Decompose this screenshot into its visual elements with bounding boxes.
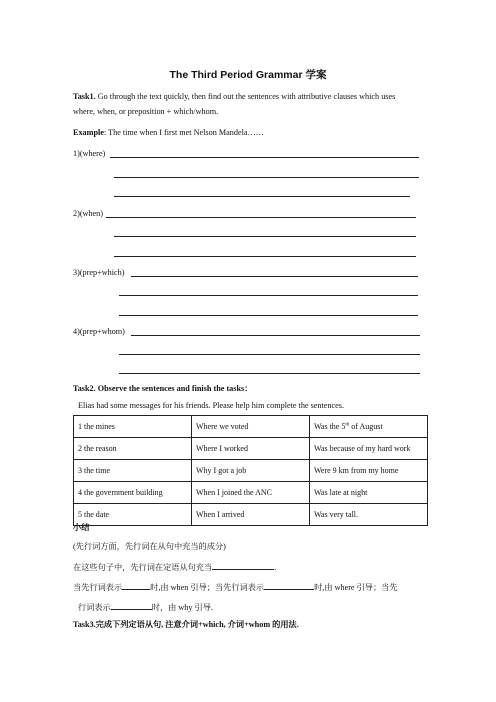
summary-line-2: 在这些句子中，先行词在定语从句充当 . bbox=[73, 560, 276, 573]
summary-line-4: 行词表示 时，由 why 引导. bbox=[78, 600, 213, 613]
answer-line bbox=[131, 276, 418, 277]
table-cell: Were 9 km from my home bbox=[310, 460, 428, 482]
example-text: : The time when I first met Nelson Mandela…… bbox=[103, 128, 264, 137]
table-cell: When I arrived bbox=[192, 504, 310, 526]
task1-text: Go through the text quickly, then find out the sentences with attributive clauses which uses bbox=[95, 92, 396, 101]
example-line bbox=[73, 127, 264, 138]
answer-line bbox=[106, 217, 416, 218]
table-row bbox=[74, 416, 428, 438]
item-prep-whom-label: 4)(prep+whom) bbox=[73, 327, 125, 336]
matching-table bbox=[73, 415, 428, 526]
table-cell: Was late at night bbox=[310, 482, 428, 504]
table-cell: 5 the date bbox=[74, 504, 192, 526]
blank[interactable] bbox=[264, 580, 314, 590]
item-where-label: 1)(where) bbox=[73, 149, 106, 158]
answer-line bbox=[114, 177, 419, 178]
blank[interactable] bbox=[111, 600, 152, 610]
answer-line bbox=[119, 373, 420, 374]
example-label: Example bbox=[73, 128, 104, 137]
table-cell: When I joined the ANC bbox=[192, 482, 310, 504]
summary-note: (先行词方面，先行词在从句中充当的成分) bbox=[73, 542, 226, 551]
task2-intro: Elias had some messages for his friends. Please help him complete the sentences. bbox=[78, 401, 345, 410]
task2-heading: Task2. Observe the sentences and finish the tasks： bbox=[73, 384, 253, 393]
table-cell: Why I got a job bbox=[192, 460, 310, 482]
answer-line bbox=[119, 354, 420, 355]
task1-instruction-line2: where, when, or preposition + which/whom. bbox=[73, 107, 219, 116]
task1-label: Task1. bbox=[73, 92, 96, 101]
item-when-label: 2)(when) bbox=[73, 209, 104, 218]
table-cell: Was because of my hard work bbox=[310, 438, 428, 460]
item-prep-which-label: 3)(prep+which) bbox=[73, 268, 125, 277]
answer-line bbox=[119, 295, 418, 296]
table-cell: 3 the time bbox=[74, 460, 192, 482]
answer-line bbox=[114, 256, 416, 257]
table-row bbox=[74, 482, 428, 504]
table-cell: Was very tall. bbox=[310, 504, 428, 526]
task3-heading: Task3.完成下列定语从句, 注意介词+which, 介词+whom 的用法. bbox=[73, 620, 299, 629]
table-cell: Where we voted bbox=[192, 416, 310, 438]
answer-line bbox=[114, 236, 416, 237]
answer-line bbox=[119, 315, 418, 316]
task1-instruction-line1 bbox=[73, 91, 395, 102]
table-cell: Where I worked bbox=[192, 438, 310, 460]
summary-heading: 小结 bbox=[73, 523, 90, 532]
table-cell: Was the 5th of August bbox=[310, 416, 428, 438]
answer-line bbox=[131, 335, 420, 336]
answer-line bbox=[114, 196, 410, 197]
table-cell: 2 the reason bbox=[74, 438, 192, 460]
blank[interactable] bbox=[122, 580, 150, 590]
page-title: The Third Period Grammar 学案 bbox=[169, 69, 327, 81]
table-cell: 4 the government building bbox=[74, 482, 192, 504]
summary-line-3: 当先行词表示 时,由 when 引导；当先行词表示 时,由 where 引导；当先 bbox=[73, 580, 398, 593]
blank[interactable] bbox=[212, 560, 274, 570]
table-cell: 1 the mines bbox=[74, 416, 192, 438]
answer-line bbox=[110, 157, 419, 158]
table-row bbox=[74, 504, 428, 526]
table-row bbox=[74, 438, 428, 460]
table-row bbox=[74, 460, 428, 482]
